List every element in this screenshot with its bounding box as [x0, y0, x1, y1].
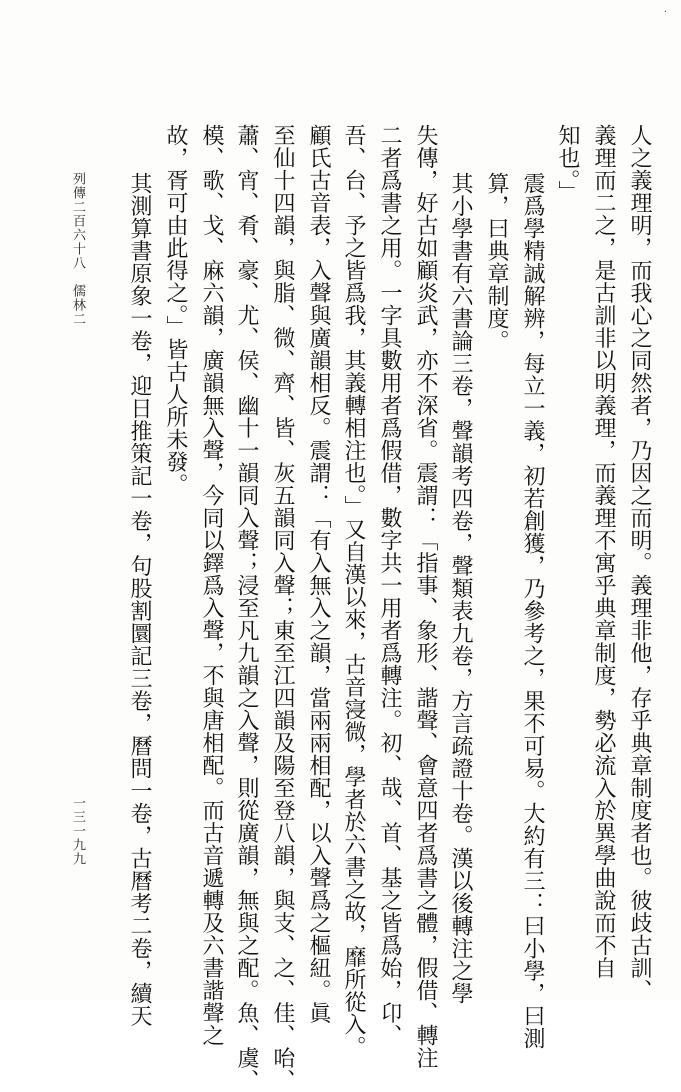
text-column-10: 顧氏古音表，入聲與廣韻相反。震謂：「有入無入之韻，當兩兩相配，以入聲爲之樞紐。眞	[306, 124, 331, 1024]
text-column-15: 其測算書原象一卷，迎日推策記一卷，句股割圜記三卷，曆問一卷，古曆考二卷，續天	[127, 172, 152, 1027]
text-column-13: 模、歌、戈、麻六韻，廣韻無入聲，今同以鐸爲入聲，不與唐相配。而古音遞轉及六書諧聲之	[199, 124, 224, 1047]
corner-mark: .	[663, 4, 667, 15]
text-column-12: 蕭、宵、肴、豪、尤、侯、幽十一韻同入聲；浸至凡九韻之入聲，則從廣韻，無與之配。魚、虞、	[234, 124, 259, 1092]
text-column-11: 至仙十四韻，與脂、微、齊、皆、灰五韻同入聲；東至江四韻及陽至登八韻，與支、之、佳、咍、	[270, 124, 295, 1092]
text-column-9: 吾、台、予之皆爲我，其義轉相注也。」又自漢以來，古音寖微，學者於六書之故，靡所從入。	[341, 124, 366, 1058]
text-column-1: 人之義理明，而我心之同然者，乃因之而明。義理非他，存乎典章制度者也。彼歧古訓、	[627, 124, 652, 1002]
text-column-2: 義理而二之，是古訓非以明義理，而義理不寓乎典章制度，勢必流入於異學曲說而不自	[591, 124, 616, 979]
text-column-5: 算，曰典章制度。	[484, 172, 509, 352]
text-column-8: 二者爲書之用。一字具數用者爲假借，數字共一用者爲轉注。初、哉、首、基之皆爲始，卬、	[377, 124, 402, 1047]
text-column-4: 震爲學精誠解辨，每立一義，初若創獲，乃參考之，果不可易。大約有三：曰小學，曰測	[520, 172, 545, 1050]
text-column-14: 故，胥可由此得之。」皆古人所未發。	[163, 124, 188, 496]
text-column-3: 知也。」	[555, 124, 580, 203]
text-column-6: 其小學書有六書論三卷，聲韻考四卷，聲類表九卷，方言疏證十卷。漢以後轉注之學	[448, 172, 473, 1005]
page-number: 一三一九九	[70, 796, 85, 866]
text-column-7: 失傳，好古如顧炎武，亦不深省。震謂：「指事、象形、諧聲、會意四者爲書之體，假借、轉注	[413, 124, 438, 1069]
running-footer: 列傳二百六十八 儒林二	[70, 172, 85, 326]
